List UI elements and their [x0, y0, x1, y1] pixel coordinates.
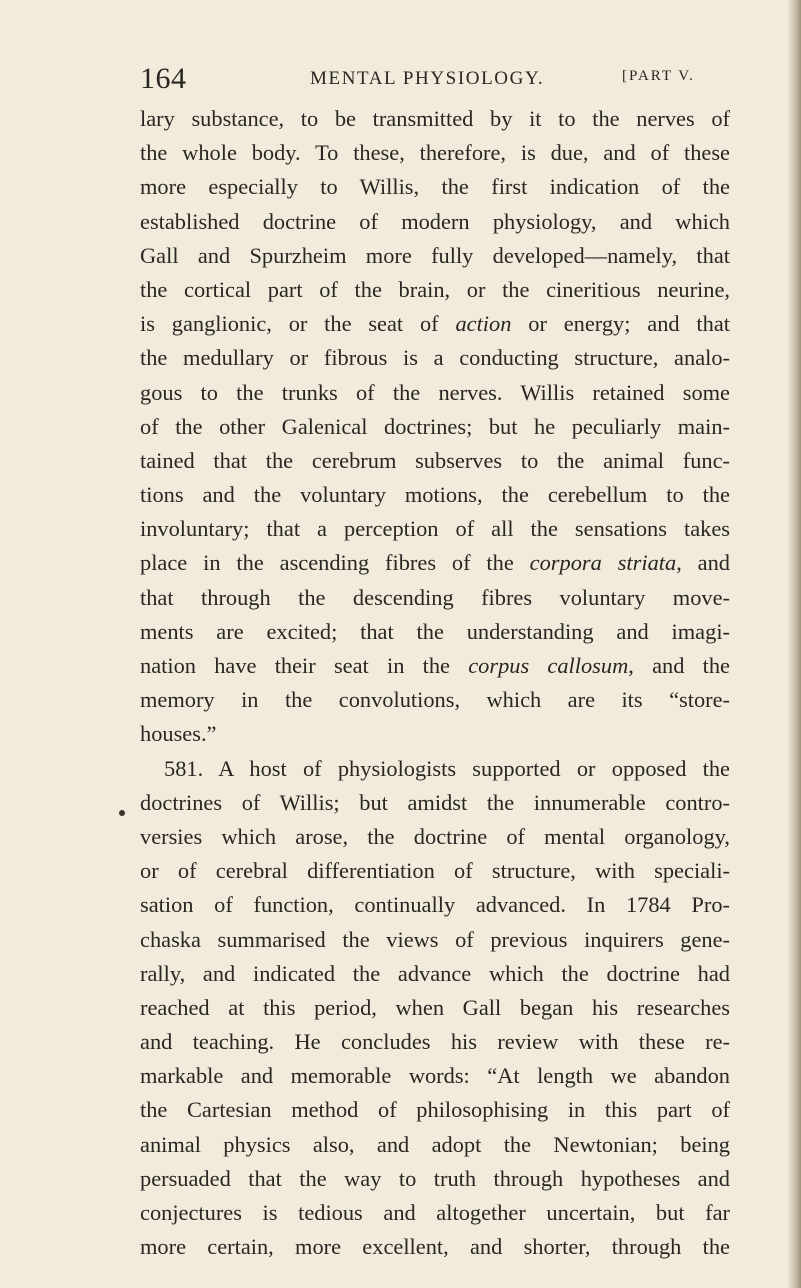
text-line: [140, 1025, 730, 1059]
text-run: more certain, more excellent, and shorter, through the: [140, 1234, 730, 1260]
body-text: [140, 102, 730, 1264]
text-run: nation have their seat in the: [140, 653, 469, 678]
text-line: [140, 273, 730, 307]
text-line: [140, 170, 730, 204]
italic-term: action: [455, 311, 512, 337]
text-run: gous to the trunks of the nerves. Willis retained some: [140, 379, 730, 405]
page-edge-shadow: [787, 0, 801, 1288]
text-run: involuntary; that a perception of all the sensations takes: [140, 516, 730, 542]
text-line: [140, 752, 730, 786]
text-line: [140, 1128, 730, 1162]
text-line: [140, 410, 730, 444]
text-run: that through the descending fibres voluntary move-: [140, 584, 730, 610]
text-line: [140, 546, 730, 580]
text-run: or energy; and that: [511, 311, 730, 337]
text-run: sation of function, continually advanced. In 1784 Pro-: [140, 892, 730, 918]
text-line: [140, 615, 730, 649]
text-run: tained that the cerebrum subserves to the animal func-: [140, 447, 730, 473]
text-line: [140, 786, 730, 820]
text-line: [140, 1230, 730, 1264]
text-run: rally, and indicated the advance which the doctrine had: [140, 960, 730, 986]
text-line: [140, 239, 730, 273]
text-run: and teaching. He concludes his review with these re-: [140, 1029, 730, 1055]
italic-term: corpora striata: [529, 550, 677, 576]
running-title: MENTAL PHYSIOLOGY.: [310, 68, 545, 89]
text-line: [140, 683, 730, 717]
text-run: the Cartesian method of philosophising in this part of: [140, 1097, 730, 1123]
text-line: [140, 1196, 730, 1230]
text-run: more especially to Willis, the first indication of the: [140, 174, 730, 200]
text-line: [140, 136, 730, 170]
text-line: [140, 1093, 730, 1127]
italic-term: corpus callosum: [468, 653, 629, 678]
text-run: 581. A host of physiologists supported or opposed the: [164, 755, 730, 781]
text-line: [140, 444, 730, 478]
text-run: markable and memorable words: “At length we abandon: [140, 1063, 730, 1089]
part-label: [PART V.: [622, 68, 695, 84]
text-line: [140, 581, 730, 615]
page-number: 164: [140, 62, 187, 95]
text-run: the whole body. To these, therefore, is due, and of these: [140, 140, 730, 166]
text-run: Gall and Spurzheim more fully developed—namely, that: [140, 242, 730, 268]
running-head: [140, 58, 730, 94]
text-line: [140, 991, 730, 1025]
text-run: chaska summarised the views of previous inquirers gene-: [140, 926, 730, 952]
text-line: [140, 341, 730, 375]
text-run: houses.”: [140, 721, 217, 747]
text-run: of the other Galenical doctrines; but he peculiarly main-: [140, 413, 730, 439]
text-run: persuaded that the way to truth through hypotheses and: [140, 1165, 730, 1191]
text-run: doctrines of Willis; but amidst the innumerable contro-: [140, 789, 730, 815]
text-run: or of cerebral differentiation of structure, with speciali-: [140, 858, 730, 884]
text-run: the cortical part of the brain, or the cineritious neurine,: [140, 276, 730, 302]
text-line: [140, 649, 730, 683]
text-line: [140, 957, 730, 991]
text-run: , and: [676, 550, 730, 576]
text-run: established doctrine of modern physiology, and which: [140, 208, 730, 234]
text-run: versies which arose, the doctrine of mental organology,: [140, 823, 730, 849]
text-line: [140, 717, 730, 751]
text-line: [140, 820, 730, 854]
text-run: animal physics also, and adopt the Newtonian; being: [140, 1131, 730, 1157]
text-line: [140, 888, 730, 922]
text-line: [140, 205, 730, 239]
text-line: [140, 1059, 730, 1093]
text-line: [140, 1162, 730, 1196]
text-run: reached at this period, when Gall began his researches: [140, 994, 730, 1020]
text-run: memory in the convolutions, which are its “store-: [140, 687, 730, 713]
text-run: ments are excited; that the understanding and imagi-: [140, 618, 730, 644]
text-line: [140, 854, 730, 888]
text-line: [140, 512, 730, 546]
text-line: [140, 478, 730, 512]
text-run: place in the ascending fibres of the: [140, 550, 530, 576]
text-run: tions and the voluntary motions, the cerebellum to the: [140, 482, 730, 508]
text-line: [140, 102, 730, 136]
text-run: lary substance, to be transmitted by it to the nerves of: [140, 106, 730, 131]
text-run: is ganglionic, or the seat of: [140, 311, 456, 337]
text-line: [140, 307, 730, 341]
text-run: conjectures is tedious and altogether uncertain, but far: [140, 1200, 730, 1225]
text-line: [140, 923, 730, 957]
text-line: [140, 376, 730, 410]
text-run: , and the: [628, 653, 730, 678]
text-run: the medullary or fibrous is a conducting structure, analo-: [140, 345, 730, 371]
margin-mark: [119, 810, 125, 816]
